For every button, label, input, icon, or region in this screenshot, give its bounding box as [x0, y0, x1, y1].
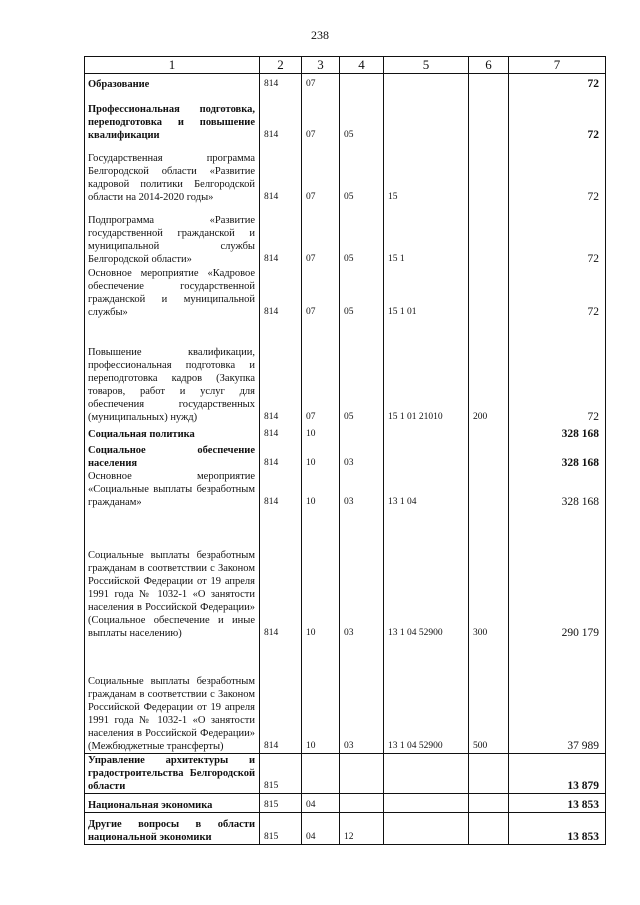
table-row — [85, 74, 606, 91]
row-section-cell: 04 — [302, 813, 340, 845]
table-row — [85, 470, 606, 509]
row-name-cell: Социальные выплаты безработным гражданам в соответствии с Законом Российской Федерации от 19 апреля 1991 года № 1032-1 «О занятости населения в Российской Федерации» (Межбюджетные трансферты) — [85, 640, 260, 754]
row-expense-type-cell — [469, 794, 509, 813]
row-section-cell: 07 — [302, 74, 340, 91]
row-expense-type-cell — [469, 204, 509, 266]
header-cell: 2 — [260, 57, 302, 74]
row-section-cell: 10 — [302, 470, 340, 509]
table-row — [85, 319, 606, 424]
row-name-cell: Социальная политика — [85, 424, 260, 441]
header-cell: 7 — [509, 57, 606, 74]
row-section-cell: 04 — [302, 794, 340, 813]
row-section-cell: 10 — [302, 640, 340, 754]
row-code-cell: 815 — [260, 754, 302, 794]
row-code-cell: 814 — [260, 74, 302, 91]
row-name-cell: Основное мероприятие «Социальные выплаты безработным гражданам» — [85, 470, 260, 509]
row-code-cell: 814 — [260, 266, 302, 319]
row-name-cell: Социальное обеспечение населения — [85, 441, 260, 470]
row-expense-type-cell — [469, 142, 509, 204]
row-subsection-cell: 05 — [340, 319, 384, 424]
table-row — [85, 509, 606, 640]
row-section-cell: 07 — [302, 319, 340, 424]
row-name-cell: Подпрограмма «Развитие государственной гражданской и муниципальной службы Белгородской области» — [85, 204, 260, 266]
table-body — [85, 74, 606, 845]
row-amount-cell: 72 — [509, 142, 606, 204]
budget-table — [84, 56, 606, 845]
row-expense-type-cell — [469, 754, 509, 794]
row-code-cell: 814 — [260, 319, 302, 424]
row-code-cell: 814 — [260, 470, 302, 509]
row-expense-type-cell — [469, 470, 509, 509]
row-subsection-cell — [340, 74, 384, 91]
row-amount-cell: 37 989 — [509, 640, 606, 754]
row-name-cell: Управление архитектуры и градостроительства Белгородской области — [85, 754, 260, 794]
row-expense-type-cell — [469, 424, 509, 441]
row-code-cell: 814 — [260, 204, 302, 266]
row-code-cell: 815 — [260, 794, 302, 813]
row-target-article-cell: 15 — [384, 142, 469, 204]
row-target-article-cell: 15 1 — [384, 204, 469, 266]
row-code-cell: 814 — [260, 142, 302, 204]
row-amount-cell: 13 853 — [509, 794, 606, 813]
row-target-article-cell — [384, 794, 469, 813]
header-cell: 1 — [85, 57, 260, 74]
row-target-article-cell — [384, 441, 469, 470]
row-target-article-cell: 15 1 01 21010 — [384, 319, 469, 424]
row-expense-type-cell — [469, 813, 509, 845]
row-code-cell: 814 — [260, 91, 302, 142]
row-subsection-cell: 03 — [340, 640, 384, 754]
row-section-cell: 07 — [302, 266, 340, 319]
table-row — [85, 640, 606, 754]
row-amount-cell: 72 — [509, 319, 606, 424]
row-subsection-cell: 03 — [340, 470, 384, 509]
row-expense-type-cell: 300 — [469, 509, 509, 640]
row-subsection-cell: 05 — [340, 142, 384, 204]
row-code-cell: 814 — [260, 509, 302, 640]
header-cell: 4 — [340, 57, 384, 74]
row-amount-cell: 290 179 — [509, 509, 606, 640]
row-target-article-cell — [384, 91, 469, 142]
table-row — [85, 91, 606, 142]
row-subsection-cell: 12 — [340, 813, 384, 845]
row-expense-type-cell: 200 — [469, 319, 509, 424]
row-target-article-cell: 13 1 04 52900 — [384, 509, 469, 640]
header-row — [85, 57, 606, 74]
row-section-cell: 07 — [302, 91, 340, 142]
table-row — [85, 142, 606, 204]
row-section-cell: 10 — [302, 441, 340, 470]
page-number: 238 — [311, 28, 329, 42]
row-amount-cell: 13 879 — [509, 754, 606, 794]
row-name-cell: Образование — [85, 74, 260, 91]
header-cell: 3 — [302, 57, 340, 74]
row-amount-cell: 328 168 — [509, 424, 606, 441]
row-expense-type-cell — [469, 74, 509, 91]
table-row — [85, 794, 606, 813]
row-amount-cell: 72 — [509, 266, 606, 319]
row-section-cell: 10 — [302, 424, 340, 441]
row-expense-type-cell — [469, 441, 509, 470]
row-code-cell: 814 — [260, 424, 302, 441]
row-target-article-cell: 15 1 01 — [384, 266, 469, 319]
row-section-cell — [302, 754, 340, 794]
table-row — [85, 441, 606, 470]
row-name-cell: Другие вопросы в области национальной экономики — [85, 813, 260, 845]
row-name-cell: Национальная экономика — [85, 794, 260, 813]
row-name-cell: Основное мероприятие «Кадровое обеспечение государственной гражданской и муниципальной службы» — [85, 266, 260, 319]
row-subsection-cell: 03 — [340, 441, 384, 470]
row-name-cell: Профессиональная подготовка, переподготовка и повышение квалификации — [85, 91, 260, 142]
row-expense-type-cell — [469, 91, 509, 142]
row-amount-cell: 72 — [509, 91, 606, 142]
row-subsection-cell — [340, 794, 384, 813]
row-name-cell: Социальные выплаты безработным гражданам в соответствии с Законом Российской Федерации от 19 апреля 1991 года № 1032-1 «О занятости населения в Российской Федерации» (Социальное обеспечение и иные выплаты населению) — [85, 509, 260, 640]
row-subsection-cell: 05 — [340, 91, 384, 142]
row-target-article-cell — [384, 424, 469, 441]
row-subsection-cell: 03 — [340, 509, 384, 640]
table-row — [85, 266, 606, 319]
row-target-article-cell: 13 1 04 52900 — [384, 640, 469, 754]
table-row — [85, 754, 606, 794]
row-amount-cell: 72 — [509, 74, 606, 91]
row-section-cell: 07 — [302, 142, 340, 204]
row-code-cell: 814 — [260, 441, 302, 470]
header-cell: 6 — [469, 57, 509, 74]
row-target-article-cell — [384, 813, 469, 845]
row-section-cell: 07 — [302, 204, 340, 266]
row-code-cell: 814 — [260, 640, 302, 754]
table-row — [85, 204, 606, 266]
row-code-cell: 815 — [260, 813, 302, 845]
row-name-cell: Повышение квалификации, профессиональная подготовка и переподготовка кадров (Закупка товаров, работ и услуг для обеспечения государственных (муниципальных) нужд) — [85, 319, 260, 424]
row-subsection-cell — [340, 754, 384, 794]
header-cell: 5 — [384, 57, 469, 74]
row-target-article-cell: 13 1 04 — [384, 470, 469, 509]
row-amount-cell: 13 853 — [509, 813, 606, 845]
row-subsection-cell: 05 — [340, 266, 384, 319]
row-expense-type-cell: 500 — [469, 640, 509, 754]
row-subsection-cell: 05 — [340, 204, 384, 266]
row-amount-cell: 328 168 — [509, 470, 606, 509]
row-expense-type-cell — [469, 266, 509, 319]
row-amount-cell: 328 168 — [509, 441, 606, 470]
row-section-cell: 10 — [302, 509, 340, 640]
table-row — [85, 424, 606, 441]
table-row — [85, 813, 606, 845]
row-target-article-cell — [384, 754, 469, 794]
row-name-cell: Государственная программа Белгородской области «Развитие кадровой политики Белгородской области на 2014-2020 годы» — [85, 142, 260, 204]
row-target-article-cell — [384, 74, 469, 91]
row-amount-cell: 72 — [509, 204, 606, 266]
row-subsection-cell — [340, 424, 384, 441]
